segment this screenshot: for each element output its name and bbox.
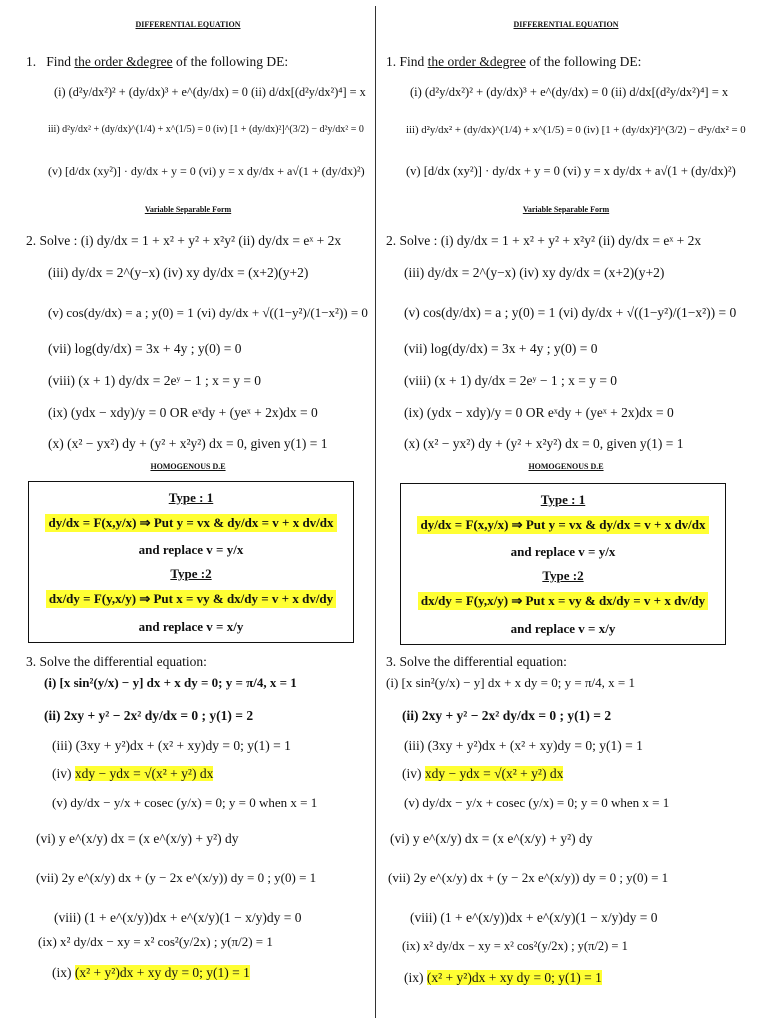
q3-vi: (vi) y e^(x/y) dx = (x e^(x/y) + y²) dy [36, 831, 239, 846]
q3-ii: (ii) 2xy + y² − 2x² dy/dx = 0 ; y(1) = 2 [44, 708, 254, 723]
q3-iii: (iii) (3xy + y²)dx + (x² + xy)dy = 0; y(1) = 1 [52, 738, 291, 753]
q2-line5-right: (viii) (x + 1) dy/dx = 2eʸ − 1 ; x = y = 0 [404, 373, 618, 388]
q3-iii-right: (iii) (3xy + y²)dx + (x² + xy)dy = 0; y(1) = 1 [404, 738, 643, 753]
q2-line1: 2. Solve : (i) dy/dx = 1 + x² + y² + x²y² (ii) dy/dx = eˣ + 2x [26, 233, 342, 248]
type1-replace-right: and replace v = y/x [510, 544, 616, 559]
q1-line2-right: iii) d²y/dx² + (dy/dx)^(1/4) + x^(1/5) = 0 (iv) [1 + (dy/dx)²]^(3/2) − d²y/dx² = 0 [406, 124, 746, 136]
type2-replace: and replace v = x/y [138, 619, 244, 634]
type2-label-right: Type :2 [542, 568, 584, 583]
type1-formula-row [29, 514, 353, 532]
q1-number: 1. [26, 54, 37, 69]
type1-formula: dy/dx = F(x,y/x) ⇒ Put y = vx & dy/dx = v + x dv/dx [45, 514, 336, 532]
q1-intro-right [386, 55, 641, 69]
type2-formula: dx/dy = F(y,x/y) ⇒ Put x = vy & dx/dy = v + x dv/dy [46, 590, 336, 608]
column-divider [375, 6, 376, 1018]
q3-vi-right: (vi) y e^(x/y) dx = (x e^(x/y) + y²) dy [390, 831, 593, 846]
homogenous-box-right [400, 483, 726, 645]
type2-formula-row-right [401, 592, 725, 610]
homogenous-box [28, 481, 354, 643]
type1-formula-row-right [401, 516, 725, 534]
q3-ix-b-right [404, 971, 602, 985]
q3-vii: (vii) 2y e^(x/y) dx + (y − 2x e^(x/y)) dy = 0 ; y(0) = 1 [36, 870, 317, 885]
q2-line7-right: (x) (x² − yx²) dy + (y² + x²y²) dx = 0, given y(1) = 1 [404, 436, 684, 451]
q3-i: (i) [x sin²(y/x) − y] dx + x dy = 0; y = π/4, x = 1 [44, 675, 297, 690]
q3-iv-equation-right: xdy − ydx = √(x² + y²) dx [424, 766, 564, 781]
q1-intro-post-right: of the following DE: [525, 54, 642, 69]
q2-line7: (x) (x² − yx²) dy + (y² + x²y²) dx = 0, given y(1) = 1 [48, 436, 328, 451]
q1-line3-right: (v) [d/dx (xy²)] · dy/dx + y = 0 (vi) y = x dy/dx + a√(1 + (dy/dx)²) [406, 164, 736, 178]
q2-line5: (viii) (x + 1) dy/dx = 2eʸ − 1 ; x = y = 0 [48, 373, 262, 388]
section-variable-separable: Variable Separable Form [144, 205, 232, 214]
type2-replace-right: and replace v = x/y [510, 621, 616, 636]
q3-i-right: (i) [x sin²(y/x) − y] dx + x dy = 0; y = π/4, x = 1 [386, 675, 635, 690]
q3-ix-b-label: (ix) [52, 965, 75, 980]
q2-line1-right: 2. Solve : (i) dy/dx = 1 + x² + y² + x²y² (ii) dy/dx = eˣ + 2x [386, 233, 702, 248]
q2-line3-right: (v) cos(dy/dx) = a ; y(0) = 1 (vi) dy/dx + √((1−y²)/(1−x²)) = 0 [404, 305, 737, 320]
q1-line1: (i) (d²y/dx²)² + (dy/dx)³ + e^(dy/dx) = 0 (ii) d/dx[(d²y/dx²)⁴] = x [54, 85, 366, 99]
q3-v-right: (v) dy/dx − y/x + cosec (y/x) = 0; y = 0 when x = 1 [404, 795, 670, 810]
q3-ix-b-equation: (x² + y²)dx + xy dy = 0; y(1) = 1 [74, 965, 250, 980]
type2-formula-right: dx/dy = F(y,x/y) ⇒ Put x = vy & dx/dy = v + x dv/dy [418, 592, 708, 610]
q3-iv-label-right: (iv) [402, 766, 425, 781]
q2-line4: (vii) log(dy/dx) = 3x + 4y ; y(0) = 0 [48, 341, 242, 356]
q1-intro-pre: Find [46, 54, 75, 69]
type1-label: Type : 1 [168, 490, 214, 505]
page-title: DIFFERENTIAL EQUATION [135, 20, 241, 29]
q1-intro-pre-right: Find [399, 54, 428, 69]
q3-ix-b-equation-right: (x² + y²)dx + xy dy = 0; y(1) = 1 [426, 970, 602, 985]
q1-intro-underlined-right: the order &degree [427, 54, 526, 69]
type2-formula-row [29, 590, 353, 608]
type1-replace: and replace v = y/x [138, 542, 244, 557]
q1-intro [26, 55, 288, 69]
type1-formula-right: dy/dx = F(x,y/x) ⇒ Put y = vx & dy/dx = v + x dv/dx [417, 516, 708, 534]
q3-ix-a: (ix) x² dy/dx − xy = x² cos²(y/2x) ; y(π/2) = 1 [38, 934, 273, 949]
right-column [382, 0, 750, 1024]
q1-number-right: 1. [386, 54, 397, 69]
q3-ii-right: (ii) 2xy + y² − 2x² dy/dx = 0 ; y(1) = 2 [402, 708, 612, 723]
q1-intro-post: of the following DE: [172, 54, 289, 69]
q3-ix-a-right: (ix) x² dy/dx − xy = x² cos²(y/2x) ; y(π/2) = 1 [402, 939, 628, 953]
q1-line2: iii) d²y/dx² + (dy/dx)^(1/4) + x^(1/5) = 0 (iv) [1 + (dy/dx)²]^(3/2) − d²y/dx² = 0 [48, 124, 364, 135]
q2-line2-right: (iii) dy/dx = 2^(y−x) (iv) xy dy/dx = (x+2)(y+2) [404, 265, 665, 280]
page-title-right: DIFFERENTIAL EQUATION [513, 20, 619, 29]
q3-viii-right: (viii) (1 + e^(x/y))dx + e^(x/y)(1 − x/y)dy = 0 [410, 910, 658, 925]
q3-viii: (viii) (1 + e^(x/y))dx + e^(x/y)(1 − x/y)dy = 0 [54, 910, 302, 925]
section-homogenous-right: HOMOGENOUS D.E [528, 462, 604, 471]
q2-line6-right: (ix) (ydx − xdy)/y = 0 OR eˣdy + (yeˣ + 2x)dx = 0 [404, 405, 674, 420]
q2-line6: (ix) (ydx − xdy)/y = 0 OR eˣdy + (yeˣ + 2x)dx = 0 [48, 405, 318, 420]
q3-iv-right [402, 767, 563, 781]
q2-line3: (v) cos(dy/dx) = a ; y(0) = 1 (vi) dy/dx + √((1−y²)/(1−x²)) = 0 [48, 305, 368, 320]
q3-iv-label: (iv) [52, 766, 75, 781]
q1-line3: (v) [d/dx (xy²)] · dy/dx + y = 0 (vi) y = x dy/dx + a√(1 + (dy/dx)²) [48, 164, 365, 178]
q3-intro-right: 3. Solve the differential equation: [386, 654, 567, 669]
q3-iv-equation: xdy − ydx = √(x² + y²) dx [74, 766, 214, 781]
q3-ix-b [52, 966, 250, 980]
q2-line2: (iii) dy/dx = 2^(y−x) (iv) xy dy/dx = (x+2)(y+2) [48, 265, 309, 280]
section-homogenous: HOMOGENOUS D.E [150, 462, 226, 471]
left-column [4, 0, 372, 1024]
q3-vii-right: (vii) 2y e^(x/y) dx + (y − 2x e^(x/y)) dy = 0 ; y(0) = 1 [388, 870, 669, 885]
q3-intro: 3. Solve the differential equation: [26, 654, 207, 669]
type1-label-right: Type : 1 [540, 492, 586, 507]
q1-line1-right: (i) (d²y/dx²)² + (dy/dx)³ + e^(dy/dx) = 0 (ii) d/dx[(d²y/dx²)⁴] = x [410, 85, 729, 99]
type2-label: Type :2 [170, 566, 212, 581]
q1-intro-underlined: the order &degree [74, 54, 173, 69]
q3-v: (v) dy/dx − y/x + cosec (y/x) = 0; y = 0 when x = 1 [52, 795, 318, 810]
q2-line4-right: (vii) log(dy/dx) = 3x + 4y ; y(0) = 0 [404, 341, 598, 356]
q3-ix-b-label-right: (ix) [404, 970, 427, 985]
section-variable-separable-right: Variable Separable Form [522, 205, 610, 214]
q3-iv [52, 767, 213, 781]
